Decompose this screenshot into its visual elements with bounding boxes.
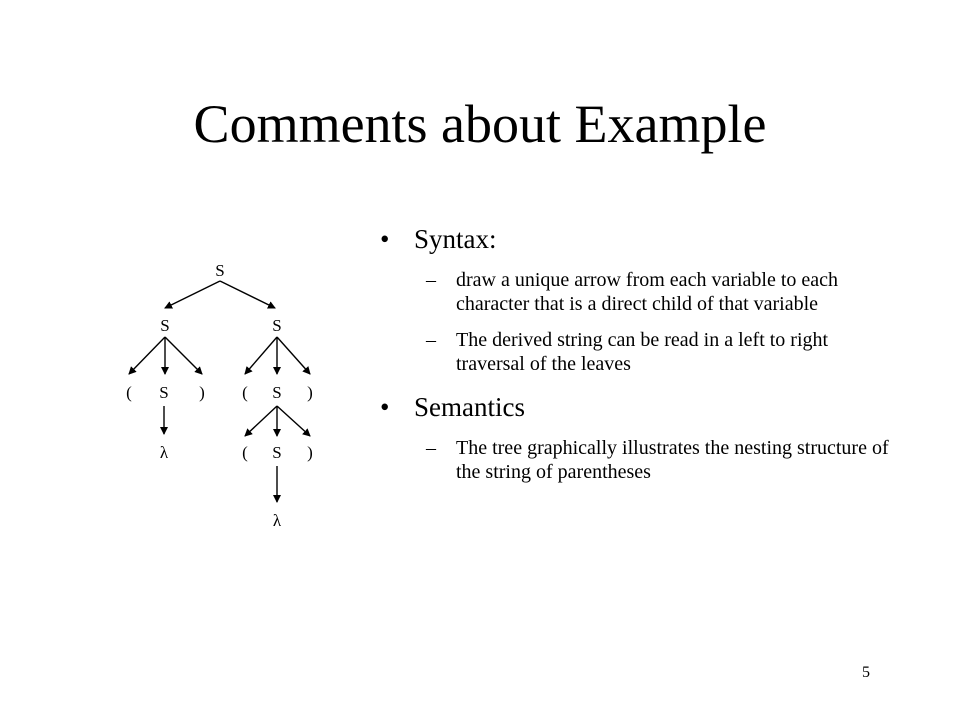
tree-node-right: S bbox=[272, 316, 282, 335]
bullet-semantics bbox=[380, 390, 900, 424]
tree-edge bbox=[129, 337, 165, 374]
tree-node-l-mid: S bbox=[159, 383, 169, 402]
sub-bullet-text: The derived string can be read in a left to right traversal of the leaves bbox=[456, 329, 829, 375]
tree-leaf-l-close: ) bbox=[199, 383, 205, 402]
bullet-list bbox=[380, 218, 900, 484]
tree-leaf-l-open: ( bbox=[126, 383, 132, 402]
page-number: 5 bbox=[862, 664, 870, 681]
tree-node-r-mid: S bbox=[272, 383, 282, 402]
tree-leaf-r2-close: ) bbox=[307, 443, 313, 462]
tree-leaf-r2-open: ( bbox=[242, 443, 248, 462]
tree-leaf-r-close: ) bbox=[307, 383, 313, 402]
tree-edge bbox=[220, 281, 275, 308]
slide-title: Comments about Example bbox=[193, 94, 767, 154]
tree-edge bbox=[277, 337, 310, 374]
sub-bullet-text: draw a unique arrow from each variable to each character that is a direct child of that variable bbox=[456, 269, 839, 315]
sub-bullet-marker: – bbox=[426, 329, 436, 351]
sub-bullet bbox=[380, 268, 900, 316]
tree-leaf-r-open: ( bbox=[242, 383, 248, 402]
tree-edge bbox=[165, 281, 220, 308]
bullet-text: Semantics bbox=[414, 392, 525, 422]
bullet-marker: • bbox=[380, 224, 390, 254]
sub-bullet-marker: – bbox=[426, 437, 436, 459]
bullet-text: Syntax: bbox=[414, 224, 497, 254]
tree-edge bbox=[245, 406, 277, 436]
sub-bullet bbox=[380, 436, 900, 484]
tree-edge bbox=[245, 337, 277, 374]
tree-node-r2-mid: S bbox=[272, 443, 282, 462]
tree-leaf-l-lambda: λ bbox=[159, 443, 169, 462]
tree-node-left: S bbox=[160, 316, 170, 335]
tree-leaf-r2-lambda: λ bbox=[272, 511, 282, 530]
bullet-marker: • bbox=[380, 392, 390, 422]
tree-node-root: S bbox=[215, 261, 225, 280]
tree-edge bbox=[277, 406, 310, 436]
tree-edge bbox=[165, 337, 202, 374]
bullet-syntax bbox=[380, 222, 900, 256]
sub-bullet bbox=[380, 328, 900, 376]
sub-bullet-marker: – bbox=[426, 269, 436, 291]
sub-bullet-text: The tree graphically illustrates the nesting structure of the string of parentheses bbox=[456, 437, 889, 483]
